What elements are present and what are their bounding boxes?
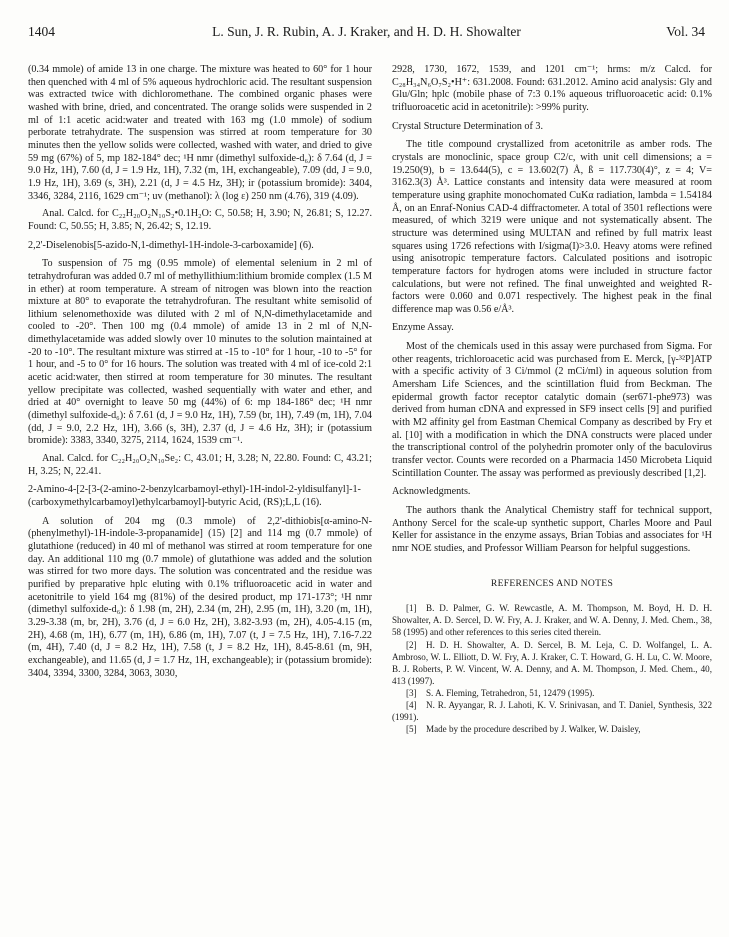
paragraph-compound-6: To suspension of 75 mg (0.95 mmole) of elemental selenium in 2 ml of tetrahydrofuran was added 0.7 ml of methyllithium:lithium bromide complex (1.5 M in ether) at room temperature. A stream of nitrogen was blown into the reaction mixture at 80° to evaporate the tetrahydrofuran. The resultant white semisolid of lithium selenomethoxide was diluted with 2 ml of N,N-dimethylacetamide and cooled to -20°. Then 100 mg (0.4 mmole) of amide 13 in 2 ml of N,N-dimethylacetamide was added slowly over 10 minutes to the solution maintained at -20 to -10°. The resultant mixture was stirred at -15 to -10° for 1 hour, -10 to -5° for 1 hour, and -5 to 0° for 16 hours. The solution was treated with 4 ml of ice-cold 2:1 acetic acid:water, then stirred at room temperature for 30 minutes. The resultant yellow precipitate was collected, washed sequentially with water and ether, and dried at 40° overnight to leave 50 mg (44%) of 6: mp 184-186° dec; ¹H nmr (dimethyl sulfoxide-d₆): δ 7.61 (d, J = 9.0 Hz, 1H), 7.59 (br, 1H), 7.49 (m, 1H), 7.04 (dd, J = 9.0, 2.2 Hz, 1H), 3.66 (s, 3H), 2.37 (d, J = 4.6 Hz, 3H); ir (potassium bromide): 3383, 3340, 3275, 2114, 1624, 1539 cm⁻¹.	[28, 258, 372, 447]
paragraph-enzyme-assay: Most of the chemicals used in this assay were purchased from Sigma. For other reagents, trichloroacetic acid was purchased from E. Merck, [γ-³²P]ATP with a specific activity of 3 Ci/mmol (2 mCi/ml) in aqueous solution from Amersham Life Sciences, and the scintillation fluid from Beckman. The epidermal growth factor receptor catalytic domain (ser671-phe973) was derived from human cDNA and expressed in SF9 insect cells [9] and purified with M2 affinity gel from Eastman Chemical Company as described by Fry et al. [10] with a modification in which the DNA constructs were placed under the transcriptional control of the polyhedrin promoter only of the baculovirus transfer vector. Counts were recorded on a Pharmacia 1450 Microbeta Liquid Scintillation Counter. The assay was performed as previously described [1,2].	[392, 341, 712, 479]
paragraph-crystal-structure: The title compound crystallized from acetonitrile as amber rods. The crystals are monoclinic, space group C2/c, with unit cell dimensions; a = 19.250(9), b = 13.644(5), c = 13.602(7) Å, ß = 117.730(4)°, z = 4; V= 3162.3(3) Å³. Lattice constants and intensity data were measured at room temperature using graphite monochomated CuKα radiation, lambda = 1.54184 Å, on an Enraf-Nonius CAD-4 diffractometer. A total of 3501 reflections were measured, of which 3219 were unique and not systematically absent. The structure was determined using MULTAN and refined by full matrix least squares using 1726 refections with I/sigma(I)>3.0. Heavy atoms were refined using anisotropic temperature factors. Calculated positions and isotropic temperature factors for hydrogen atoms were included in structure factor calculations, but were not refined. The final unweighted and weighted R-factors were 0.060 and 0.071 respectively. The highest peak in the final difference map was 0.56 e/Å³.	[392, 139, 712, 315]
running-header	[28, 24, 705, 44]
references-list	[392, 602, 712, 735]
analysis-compound-6: Anal. Calcd. for C₂₂H₂₀O₂N₁₀Se₂: C, 43.01; H, 3.28; N, 22.80. Found: C, 43.21; H, 3.25; N, 22.41.	[28, 453, 372, 477]
paragraph-compound-16-cont: 2928, 1730, 1672, 1539, and 1201 cm⁻¹; hrms: m/z Calcd. for C₂₈H₃₄N₆O₇S₂•H⁺: 631.2008. Found: 631.2012. Amino acid analysis: Gly and Glu/Gln; hplc (mobile phase of 7:3 0.1% aqueous trifluoroacetic acid: 0.1% trifluoroacetic acid in acetonitrile): >99% purity.	[392, 64, 712, 113]
page-number: 1404	[28, 24, 55, 39]
analysis-compound-5: Anal. Calcd. for C₂₂H₂₀O₂N₁₀S₂•0.1H₂O: C, 50.58; H, 3.90; N, 26.81; S, 12.27. Found: C, 50.55; H, 3.85; N, 26.42; S, 12.19.	[28, 208, 372, 232]
paragraph-compound-5: (0.34 mmole) of amide 13 in one charge. The mixture was heated to 60° for 1 hour then quenched with 4 ml of 5% aqueous hydrochloric acid. The resultant suspension was extracted twice with dichloromethane. The combined organic phases were washed with brine, dried, and concentrated. The orange solids were suspended in 2 ml of 1:1 acetic acid:water and treated with 163 mg (1.0 mmole) of sodium perborate tetrahydrate. The suspension was stirred at room temperature for 30 minutes then the yellow solids were collected, washed with water, and dried to give 59 mg (67%) of 5, mp 182-184° dec; ¹H nmr (dimethyl sulfoxide-d₆): δ 7.64 (d, J = 9.0 Hz, 1H), 7.60 (d, J = 1.9 Hz, 1H), 7.32 (m, 1H, exchangeable), 7.09 (dd, J = 9.0, 1.9 Hz, 1H), 3.69 (s, 3H), 2.21 (d, J = 4.5 Hz, 3H); ir (potassium bromide): 3404, 3346, 3284, 2116, 1629 cm⁻¹; uv (methanol): λ (log ε) 250 nm (4.76), 319 (4.09).	[28, 64, 372, 202]
heading-acknowledgments: Acknowledgments.	[392, 486, 471, 498]
paragraph-acknowledgments: The authors thank the Analytical Chemistry staff for technical support, Anthony Sercel for the scale-up synthetic support, Charles Moore and Paul Keller for assistance in the enzyme assays, Brian Tobias and associates for ¹H nmr NOE studies, and Professor William Pearson for helpful suggestions.	[392, 505, 712, 554]
references-title: REFERENCES AND NOTES	[490, 577, 614, 589]
volume-label: Vol. 34	[666, 24, 705, 39]
reference-item: [5] Made by the procedure described by J. Walker, W. Daisley,	[406, 724, 641, 735]
heading-compound-16: 2-Amino-4-[2-[3-(2-amino-2-benzylcarbamoyl-ethyl)-1H-indol-2-yldisulfanyl]-1-(carboxymethylcarbamoyl)ethylcarbamoyl]-butyric Acid, (RS);L,L (16).	[28, 484, 361, 508]
heading-enzyme-assay: Enzyme Assay.	[392, 322, 454, 334]
heading-compound-6: 2,2'-Diselenobis[5-azido-N,1-dimethyl-1H-indole-3-carboxamide] (6).	[28, 239, 314, 251]
right-column	[392, 64, 712, 926]
paragraph-compound-16: A solution of 204 mg (0.3 mmole) of 2,2'-dithiobis[α-amino-N-(phenylmethyl)-1H-indole-3-propanamide] (15) [2] and 114 mg (0.7 mmole) of glutathione (reduced) in 40 ml of methanol was stirred at room temperature for one day. An additional 110 mg (0.7 mmole) of glutathione was added and the solution was stirred for two more days. The solution was concentrated and the residue was purified by preparative hplc eluting with 0.1% trifluoroacetic acid in water and acetonitrile to yield 164 mg (81%) of the desired product, mp 171-173°; ¹H nmr (dimethyl sulfoxide-d₆): δ 1.98 (m, 2H), 2.34 (m, 2H), 2.95 (m, 1H), 3.20 (m, 1H), 3.29-3.38 (m, br, 2H), 3.76 (d, J = 6.0 Hz, 2H), 3.82-3.93 (m, 2H), 4.05-4.15 (m, 2H), 4.68 (m, 1H), 6.77 (m, 1H), 6.86 (m, 1H), 7.07 (t, J = 7.5 Hz, 1H), 7.16-7.22 (m, 4H), 7.40 (d, J = 8.2 Hz, 1H), 7.58 (t, J = 8.2 Hz, 1H), 8.45-8.61 (m, 9H, exchangeable), and 11.65 (d, J = 1.7 Hz, 1H, exchangeable); ir (potassium bromide): 3404, 3394, 3300, 3284, 3063, 3030,	[28, 515, 372, 679]
reference-item: [3] S. A. Fleming, Tetrahedron, 51, 12479 (1995).	[406, 687, 595, 698]
reference-item: [1] B. D. Palmer, G. W. Rewcastle, A. M. Thompson, M. Boyd, H. D. H. Showalter, A. D. Sercel, D. W. Fry, A. J. Kraker, and W. A. Denny, J. Med. Chem., 38, 58 (1995) and other references to this series cited therein.	[392, 603, 712, 638]
heading-crystal-structure: Crystal Structure Determination of 3.	[392, 120, 543, 132]
reference-item: [4] N. R. Ayyangar, R. J. Lahoti, K. V. Srinivasan, and T. Daniel, Synthesis, 322 (1991).	[392, 700, 712, 723]
running-authors: L. Sun, J. R. Rubin, A. J. Kraker, and H. D. H. Showalter	[212, 24, 521, 39]
reference-item: [2] H. D. H. Showalter, A. D. Sercel, B. M. Leja, C. D. Wolfangel, L. A. Ambroso, W. L. Elliott, D. W. Fry, A. J. Kraker, C. T. Howard, G. H. Lu, C. W. Moore, B. J. Roberts, P. W. Vincent, W. A. Denny, and A. M. Thompson, J. Med. Chem., 40, 413 (1997).	[392, 639, 712, 686]
left-column	[28, 64, 372, 926]
